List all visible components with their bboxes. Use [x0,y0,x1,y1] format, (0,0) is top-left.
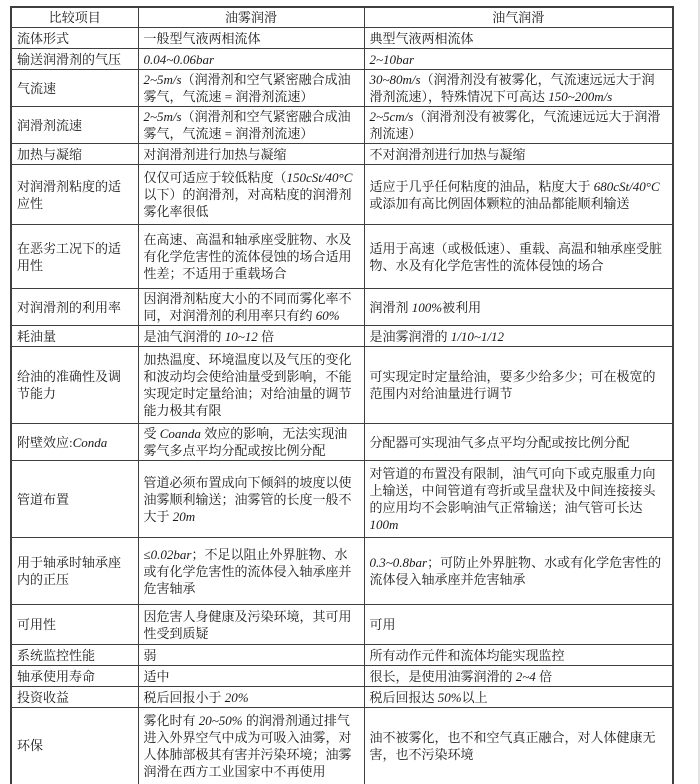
oil-air-cell: 30~80m/s（润滑剂没有被雾化，气流速远远大于润滑剂流速），特殊情况下可高达 150~200m/s [364,70,673,107]
header-row [11,7,673,28]
oil-mist-cell: 0.04~0.06bar [138,49,364,70]
oil-mist-cell: 受 Coanda 效应的影响，无法实现油雾气多点平均分配或按比例分配 [138,424,364,461]
oil-mist-cell: 弱 [138,645,364,666]
oil-air-cell: 是油雾润滑的 1/10~1/12 [364,326,673,347]
oil-air-cell: 典型气液两相流体 [364,28,673,49]
oil-air-cell: 可实现定时定量给油，要多少给多少；可在极宽的范围内对给油量进行调节 [364,347,673,424]
oil-air-cell: 可用 [364,605,673,645]
row-label-cell: 对润滑剂的利用率 [11,289,138,326]
oil-mist-cell: 对润滑剂进行加热与凝缩 [138,144,364,165]
row-label-cell: 环保 [11,708,138,784]
oil-air-cell: 很长，是使用油雾润滑的 2~4 倍 [364,666,673,687]
oil-mist-cell: 加热温度、环境温度以及气压的变化和波动均会使给油量受到影响，不能实现定时定量给油；对给油量的调节能力极其有限 [138,347,364,424]
table-row [11,326,673,347]
oil-mist-cell: 仅仅可适应于较低粘度（150cSt/40°C 以下）的润滑剂，对高粘度的润滑剂雾化率很低 [138,165,364,225]
table-row [11,645,673,666]
header-cell-oil-air: 油气润滑 [364,7,673,28]
table-row [11,70,673,107]
header-cell-oil-mist: 油雾润滑 [138,7,364,28]
table-row [11,165,673,225]
oil-air-cell: 2~10bar [364,49,673,70]
table-row [11,49,673,70]
row-label-cell: 给油的准确性及调节能力 [11,347,138,424]
table-row [11,347,673,424]
oil-mist-cell: 税后回报小于 20% [138,687,364,708]
table-row [11,107,673,144]
oil-air-cell: 润滑剂 100%被利用 [364,289,673,326]
oil-air-cell: 税后回报达 50%以上 [364,687,673,708]
oil-mist-cell: 在高速、高温和轴承座受脏物、水及有化学危害性的流体侵蚀的场合适用性差；不适用于重载场合 [138,225,364,289]
table-row [11,666,673,687]
row-label-cell: 系统监控性能 [11,645,138,666]
row-label-cell: 轴承使用寿命 [11,666,138,687]
row-label-cell: 附壁效应:Conda [11,424,138,461]
row-label-cell: 加热与凝缩 [11,144,138,165]
table-row [11,538,673,605]
oil-air-cell: 不对润滑剂进行加热与凝缩 [364,144,673,165]
table-row [11,708,673,784]
row-label-cell: 管道布置 [11,461,138,538]
oil-mist-cell: 一般型气液两相流体 [138,28,364,49]
row-label-cell: 耗油量 [11,326,138,347]
oil-mist-cell: 因危害人身健康及污染环境，其可用性受到质疑 [138,605,364,645]
oil-mist-cell: ≤0.02bar；不足以阻止外界脏物、水或有化学危害性的流体侵入轴承座并危害轴承 [138,538,364,605]
row-label-cell: 对润滑剂粘度的适应性 [11,165,138,225]
table-row [11,225,673,289]
oil-air-cell: 分配器可实现油气多点平均分配或按比例分配 [364,424,673,461]
row-label-cell: 投资收益 [11,687,138,708]
comparison-table-body [11,28,673,784]
row-label-cell: 可用性 [11,605,138,645]
row-label-cell: 用于轴承时轴承座内的正压 [11,538,138,605]
table-row [11,144,673,165]
oil-mist-cell: 管道必须布置成向下倾斜的坡度以使油雾顺利输送；油雾管的长度一般不大于 20m [138,461,364,538]
oil-air-cell: 对管道的布置没有限制，油气可向下或克服重力向上输送，中间管道有弯折或呈盘状及中间连接接头的应用均不会影响油气正常输送；油气管可长达 100m [364,461,673,538]
row-label-cell: 流体形式 [11,28,138,49]
oil-mist-cell: 因润滑剂粘度大小的不同而雾化率不同，对润滑剂的利用率只有约 60% [138,289,364,326]
oil-air-cell: 所有动作元件和流体均能实现监控 [364,645,673,666]
row-label-cell: 在恶劣工况下的适用性 [11,225,138,289]
table-row [11,424,673,461]
table-row [11,687,673,708]
oil-mist-cell: 2~5m/s（润滑剂和空气紧密融合成油雾气，气流速 = 润滑剂流速） [138,107,364,144]
oil-air-cell: 适应于几乎任何粘度的油品，粘度大于 680cSt/40°C 或添加有高比例固体颗粒的油品都能顺利输送 [364,165,673,225]
table-row [11,605,673,645]
table-row [11,28,673,49]
table-row [11,461,673,538]
row-label-cell: 润滑剂流速 [11,107,138,144]
row-label-cell: 输送润滑剂的气压 [11,49,138,70]
comparison-table [10,6,674,784]
oil-mist-cell: 是油气润滑的 10~12 倍 [138,326,364,347]
oil-air-cell: 适用于高速（或极低速）、重载、高温和轴承座受脏物、水及有化学危害性的流体侵蚀的场合 [364,225,673,289]
oil-air-cell: 油不被雾化，也不和空气真正融合，对人体健康无害，也不污染环境 [364,708,673,784]
header-cell-item: 比较项目 [11,7,138,28]
oil-mist-cell: 雾化时有 20~50% 的润滑剂通过排气进入外界空气中成为可吸入油雾，对人体肺部极其有害并污染环境；油雾润滑在西方工业国家中不再使用 [138,708,364,784]
oil-air-cell: 2~5cm/s（润滑剂没有被雾化，气流速远远大于润滑剂流速） [364,107,673,144]
oil-air-cell: 0.3~0.8bar；可防止外界脏物、水或有化学危害性的流体侵入轴承座并危害轴承 [364,538,673,605]
oil-mist-cell: 适中 [138,666,364,687]
table-row [11,289,673,326]
oil-mist-cell: 2~5m/s（润滑剂和空气紧密融合成油雾气，气流速 = 润滑剂流速） [138,70,364,107]
row-label-cell: 气流速 [11,70,138,107]
